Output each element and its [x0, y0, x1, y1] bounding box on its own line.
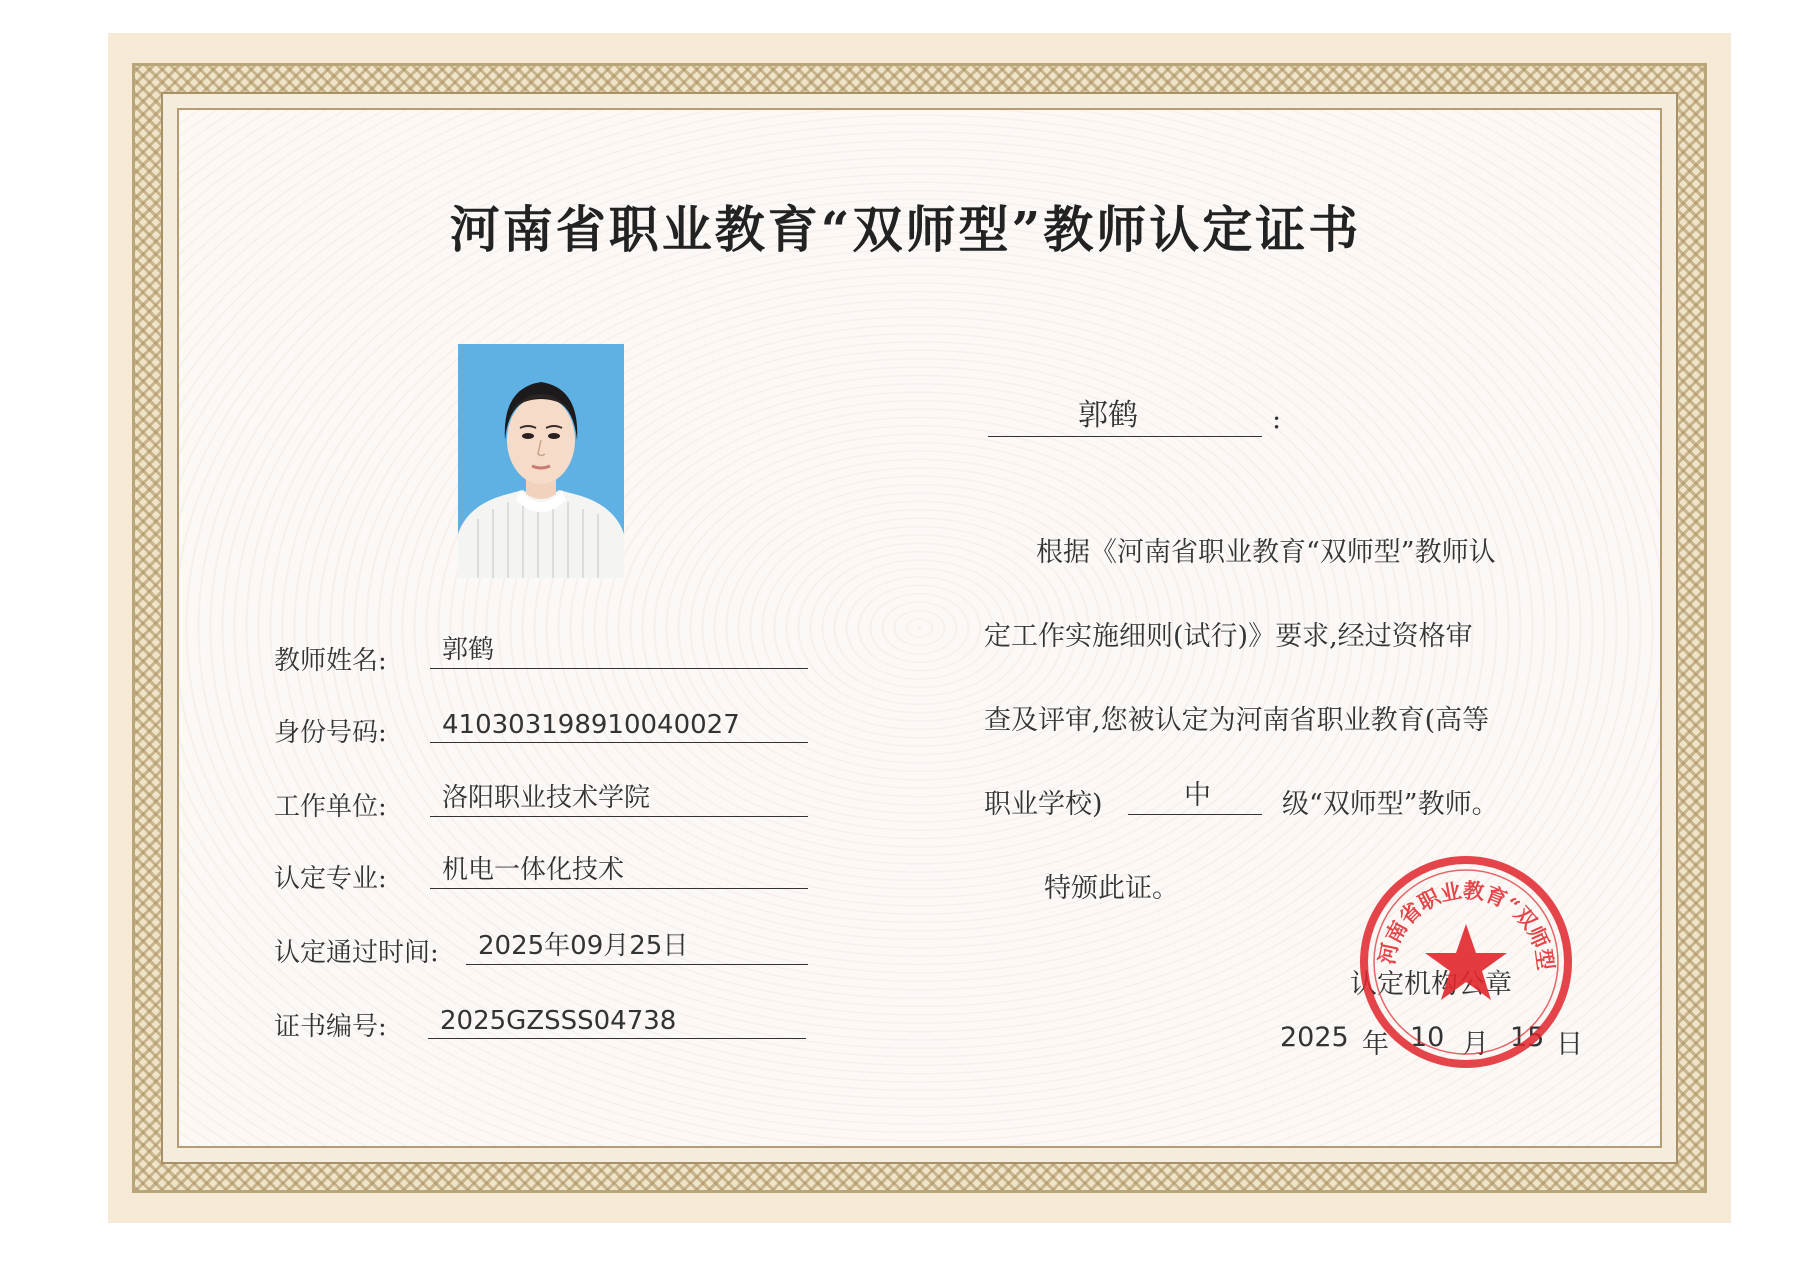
issuer-label: 认定机构公章 [1350, 969, 1512, 1000]
issue-month: 10 [1410, 1022, 1445, 1053]
issue-day: 15 [1510, 1022, 1545, 1053]
field-pass-date-line [466, 926, 808, 965]
level-value: 中 [1184, 780, 1211, 811]
issue-year: 2025 [1280, 1022, 1349, 1053]
field-employer-line [430, 778, 808, 817]
body-line-4-prefix: 职业学校) [984, 789, 1103, 820]
portrait-icon [458, 344, 624, 578]
salutation-line [988, 398, 1262, 437]
salutation-colon: : [1272, 404, 1282, 435]
field-value-pass-date: 2025年09月25日 [478, 931, 689, 961]
seal-icon [1356, 852, 1576, 1072]
field-major-line [430, 850, 808, 889]
field-label-cert-no: 证书编号: [274, 1012, 387, 1042]
issue-month-unit: 月 [1462, 1029, 1489, 1060]
certificate-title: 河南省职业教育“双师型”教师认定证书 [449, 200, 1362, 259]
field-value-major: 机电一体化技术 [442, 855, 625, 885]
issue-day-unit: 日 [1556, 1029, 1583, 1060]
teacher-portrait-photo [458, 344, 624, 578]
body-line-3: 查及评审,您被认定为河南省职业教育(高等 [984, 705, 1490, 736]
official-seal [1356, 852, 1576, 1072]
field-label-major: 认定专业: [274, 864, 387, 894]
field-cert-no-line [428, 1000, 806, 1039]
salutation-name: 郭鹤 [1078, 398, 1138, 433]
issue-year-unit: 年 [1362, 1029, 1389, 1060]
level-line [1128, 776, 1262, 815]
field-value-employer: 洛阳职业技术学院 [442, 783, 651, 813]
body-line-2: 定工作实施细则(试行)》要求,经过资格审 [984, 621, 1473, 652]
svg-text:河南省职业教育“双师型”教师认定工作办公室: 河南省职业教育“双师型 [1373, 877, 1559, 972]
field-name-line [430, 630, 808, 669]
body-line-1: 根据《河南省职业教育“双师型”教师认 [1036, 537, 1496, 568]
field-label-name: 教师姓名: [274, 646, 387, 676]
field-value-name: 郭鹤 [442, 635, 495, 665]
field-id-line [430, 704, 808, 743]
field-label-id: 身份号码: [274, 718, 387, 748]
field-value-cert-no: 2025GZSSS04738 [440, 1006, 677, 1036]
field-value-id: 410303198910040027 [442, 710, 740, 740]
field-label-employer: 工作单位: [274, 792, 387, 822]
field-label-pass-date: 认定通过时间: [274, 938, 439, 968]
closing-text: 特颁此证。 [1044, 873, 1179, 904]
body-line-4-suffix: 级“双师型”教师。 [1282, 789, 1499, 820]
